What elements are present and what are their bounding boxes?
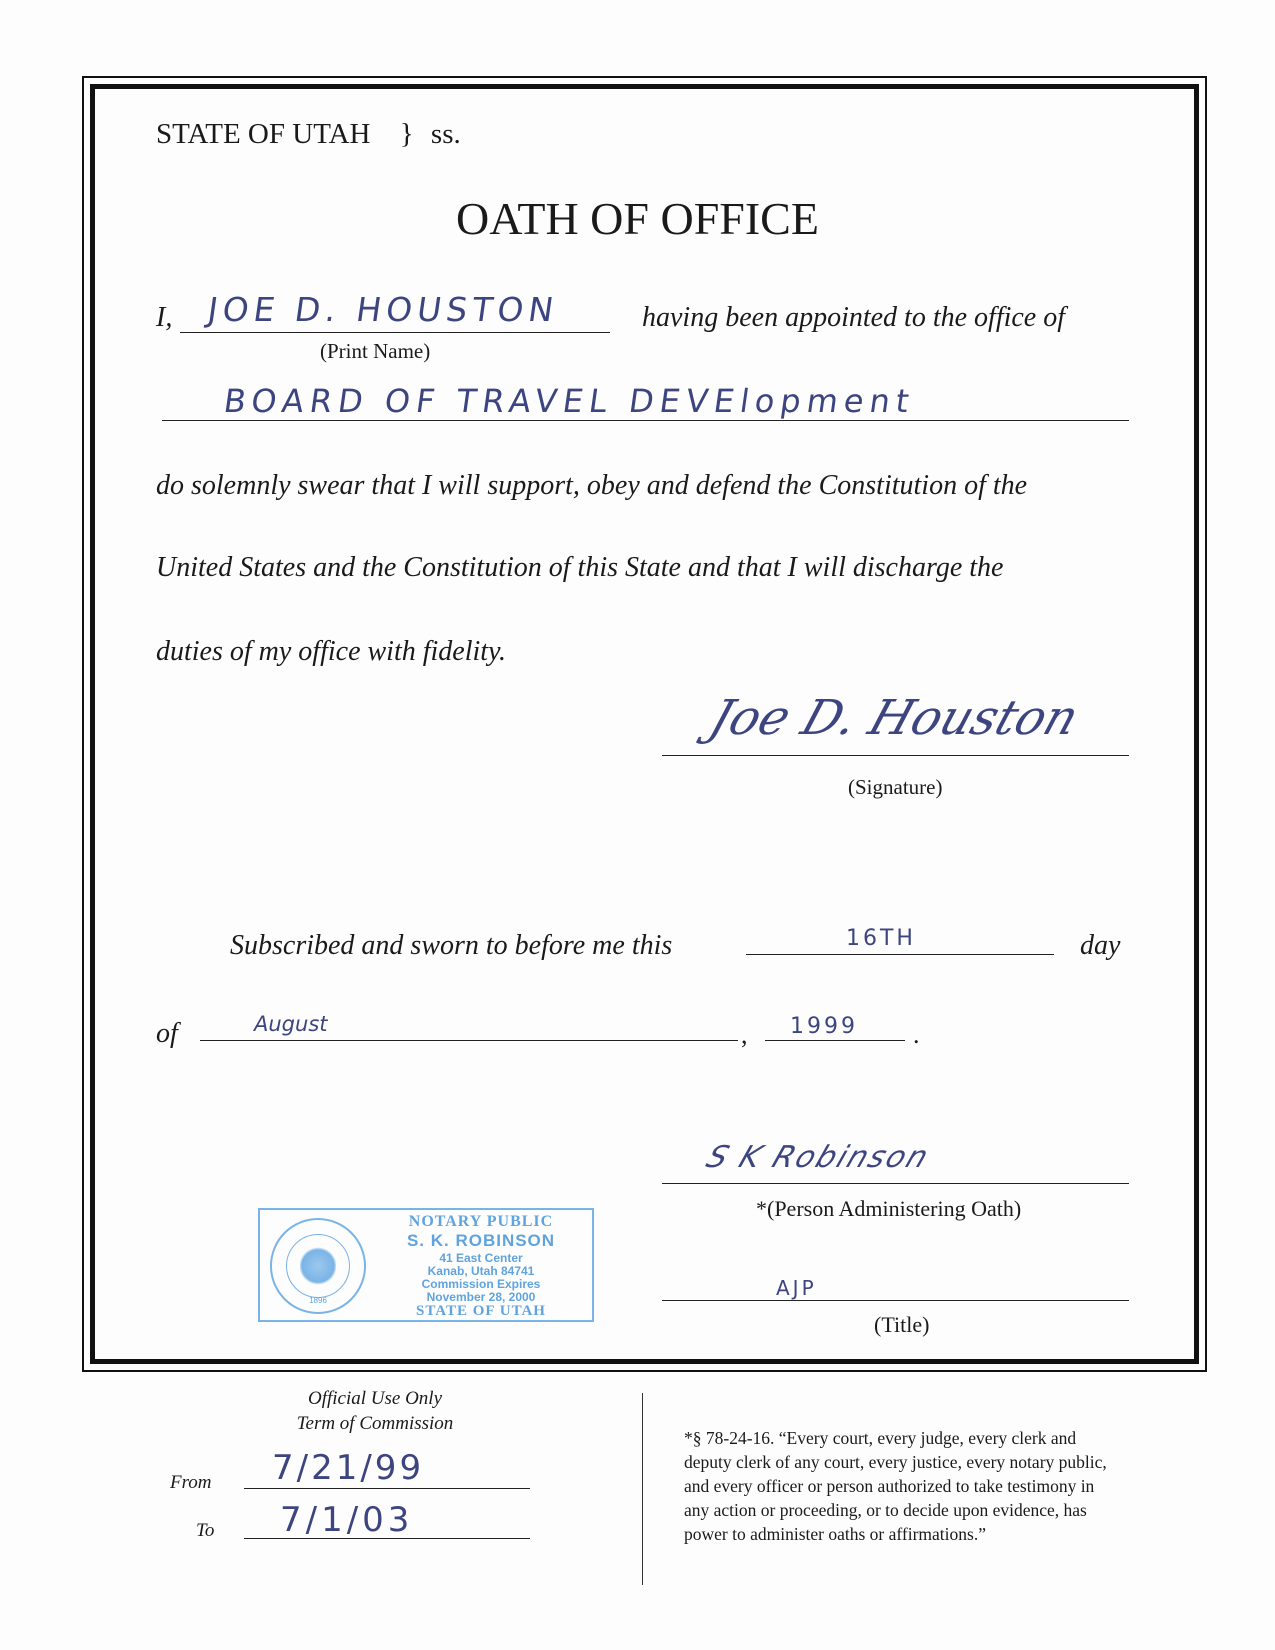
administrator-signature: S K Robinson: [701, 1140, 935, 1175]
appointed-text: having been appointed to the office of: [642, 302, 1066, 333]
signature-caption: (Signature): [848, 775, 943, 799]
stamp-line-4: Kanab, Utah 84741: [427, 1264, 535, 1278]
stamp-line-3: 41 East Center: [439, 1251, 523, 1265]
page-title: OATH OF OFFICE: [456, 193, 819, 244]
stamp-line-7: STATE OF UTAH: [416, 1303, 546, 1319]
footnote-line-2: deputy clerk of any court, every justice, every notary public,: [684, 1452, 1107, 1472]
print-name-value: JOE D. HOUSTON: [205, 290, 561, 329]
month-line: [200, 1040, 738, 1041]
title-caption: (Title): [874, 1312, 930, 1337]
stamp-line-6: November 28, 2000: [426, 1290, 536, 1304]
comma: ,: [741, 1020, 748, 1049]
statute-footnote: [684, 1426, 1107, 1546]
office-value: BOARD OF TRAVEL DEVElopment: [221, 382, 918, 420]
ss-label: ss.: [430, 118, 461, 150]
month-value: August: [254, 1012, 328, 1036]
signature-line: [662, 755, 1129, 756]
subscribed-text: Subscribed and sworn to before me this: [230, 930, 673, 961]
print-name-caption: (Print Name): [320, 339, 431, 363]
seal-year: 1896: [309, 1296, 327, 1305]
oath-prefix: I,: [156, 302, 173, 333]
administrator-caption: *(Person Administering Oath): [756, 1196, 1022, 1221]
oath-body-line-1: do solemnly swear that I will support, obey and defend the Constitution of the: [156, 470, 1028, 501]
oath-body-line-2: United States and the Constitution of this State and that I will discharge the: [156, 552, 1004, 583]
year-value: 1999: [790, 1014, 858, 1039]
of-word: of: [156, 1018, 178, 1049]
from-value: 7/21/99: [272, 1448, 425, 1488]
stamp-line-1: NOTARY PUBLIC: [408, 1213, 554, 1230]
footnote-line-1: *§ 78-24-16. “Every court, every judge, every clerk and: [684, 1428, 1077, 1448]
official-use-heading: Official Use Only: [307, 1388, 443, 1409]
period: .: [913, 1020, 920, 1049]
state-seal-icon: [270, 1218, 366, 1314]
administrator-signature-line: [662, 1183, 1129, 1184]
day-value: 16TH: [846, 926, 916, 951]
state-name: STATE OF UTAH: [156, 118, 371, 150]
brace: }: [399, 118, 414, 150]
from-label: From: [170, 1472, 212, 1493]
to-label: To: [196, 1520, 215, 1541]
term-heading: Term of Commission: [296, 1413, 454, 1434]
stamp-line-2: S. K. ROBINSON: [406, 1231, 556, 1250]
print-name-line: [180, 332, 610, 333]
notary-stamp: [258, 1208, 594, 1322]
office-line: [162, 420, 1129, 421]
state-heading: [156, 118, 461, 151]
stamp-line-5: Commission Expires: [421, 1277, 541, 1291]
title-value: AJP: [776, 1276, 817, 1300]
day-line: [746, 954, 1054, 955]
year-line: [765, 1040, 905, 1041]
oath-signature: Joe D. Houston: [702, 690, 1086, 746]
footnote-line-4: any action or proceeding, or to decide upon evidence, has: [684, 1500, 1087, 1520]
day-word: day: [1080, 930, 1121, 961]
oath-body-line-3: duties of my office with fidelity.: [156, 636, 506, 667]
from-line: [244, 1488, 530, 1489]
footer-divider: [642, 1393, 643, 1585]
footnote-line-5: power to administer oaths or affirmations.”: [684, 1524, 986, 1544]
to-value: 7/1/03: [280, 1500, 414, 1540]
title-line: [662, 1300, 1129, 1301]
footnote-line-3: and every officer or person authorized to take testimony in: [684, 1476, 1095, 1496]
